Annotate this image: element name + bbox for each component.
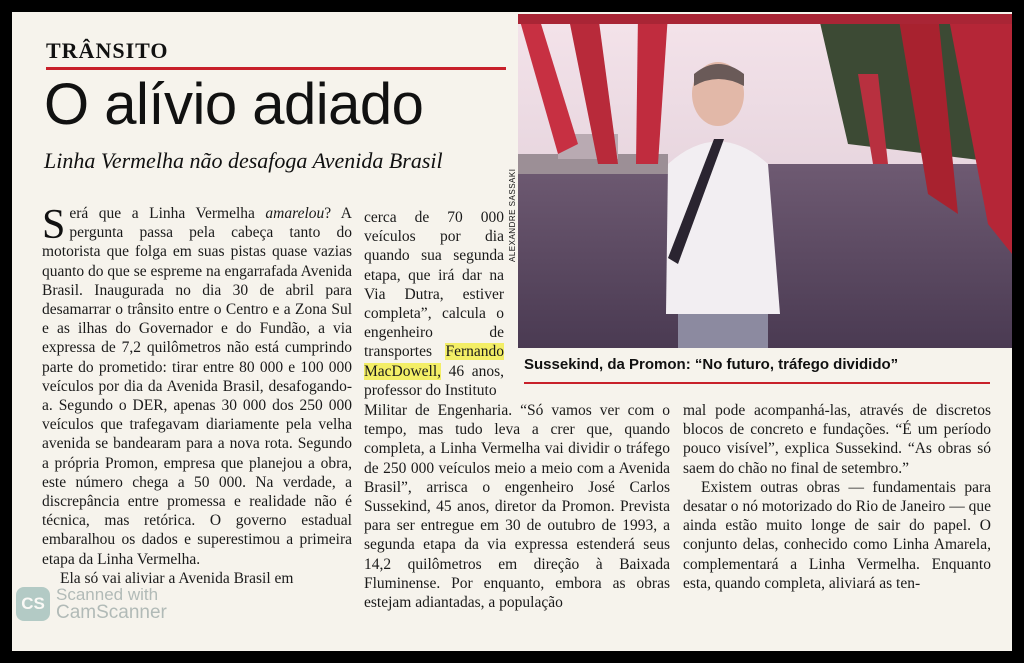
subheadline: Linha Vermelha não desafoga Avenida Brasil (44, 148, 443, 173)
article-column-1 (42, 204, 352, 588)
headline: O alívio adiado (44, 72, 424, 137)
paragraph-1-rest: ? A pergunta passa pela cabeça tanto do motorista que folga em suas pistas quase vazias quanto do que se espreme na engarrafada Avenida Brasil. Inaugurada no dia 30 de abril para desamarrar o trânsito entre o Centro e a Zona Sul e as ilhas do Governador e do Fundão, a via expressa de 7,2 quilômetros não está cumprindo parte do prometido: tirar entre 80 000 e 100 000 veículos por dia da Avenida Brasil, desafogando-a. Segundo o DER, apenas 30 000 dos 250 000 veículos que trafegavam diariamente pela velha avenida se bandearam para a nova rota. Segundo a própria Promon, empresa que planejou a obra, este número chega a 50 000. Na verdade, a discrepância entre promessa e realidade não é técnica, mas retórica. O governo estadual embaralhou os dados e superestimou a primeira etapa da Linha Vermelha. (42, 205, 353, 568)
watermark-line-2: CamScanner (56, 602, 167, 623)
caption-rule (524, 382, 990, 384)
emphasis-word: amarelou (265, 205, 325, 222)
paragraph-1-start: erá que a Linha Vermelha (69, 205, 266, 222)
highlighted-name: Fernando MacDowell, (364, 343, 504, 380)
article-column-3 (683, 401, 991, 593)
watermark-text (56, 586, 167, 622)
paragraph-2: Ela só vai aliviar a Avenida Brasil em (60, 569, 294, 587)
photo-credit: ALEXANDRE SASSAKI (508, 168, 517, 262)
scanner-watermark (16, 586, 167, 622)
col3-paragraph-1: mal pode acompanhá-las, através de discretos blocos de concreto e fundações. “É um período pouco visível”, explica Sussekind. “As obras só saem do chão no final de setembro.” (683, 402, 991, 477)
watermark-line-1: Scanned with (56, 585, 159, 604)
drop-cap: S (42, 202, 66, 248)
col2-paragraph: Militar de Engenharia. “Só vamos ver com o tempo, mas tudo leva a crer que, quando completa, a Linha Vermelha vai dividir o tráfego de 250 000 veículos meio a meio com a Avenida Brasil”, arrisca o engenheiro José Carlos Sussekind, 45 anos, diretor da Promon. Prevista para ser entregue em 30 de outubro de 1993, a segunda etapa da via expressa estenderá seus 14,2 quilômetros em direção à Baixada Fluminense. Por enquanto, embora as obras estejam adiantadas, a população (364, 402, 670, 612)
col2-text-after: 46 anos, professor do Instituto (364, 362, 504, 399)
photo-caption: Sussekind, da Promon: “No futuro, tráfego dividido” (524, 356, 899, 373)
camscanner-logo-icon: CS (16, 587, 50, 621)
article-photo (518, 14, 1012, 348)
article-column-2-bottom (364, 401, 670, 612)
col3-paragraph-2: Existem outras obras — fundamentais para desatar o nó motorizado do Rio de Janeiro — que ainda estão muito longe de sair do papel. O conjunto delas, conhecido como Linha Amarela, complementará a Linha Vermelha. Enquanto esta, quando completa, aliviará as ten- (683, 478, 991, 592)
photo-illustration (518, 14, 1012, 348)
col2-text-before: cerca de 70 000 veículos por dia quando sua segunda etapa, que irá dar na Via Dutra, estiver completa”, calcula o engenheiro de transportes (364, 209, 504, 361)
section-rule (46, 67, 506, 70)
magazine-page (12, 12, 1012, 651)
section-label: TRÂNSITO (46, 38, 169, 63)
article-column-2-top (364, 208, 504, 400)
